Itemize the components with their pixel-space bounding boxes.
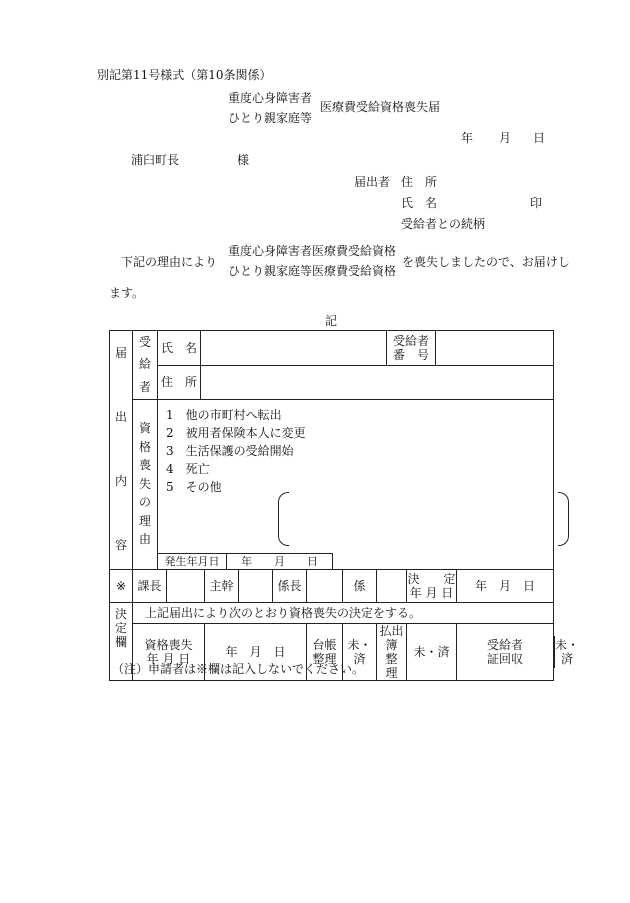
applicant-label: 届出者: [354, 175, 391, 189]
title-option-single-parent: ひとり親家庭等: [228, 111, 313, 125]
body-option-disabled: 重度心身障害者医療費受給資格: [228, 244, 397, 258]
card-label: [457, 624, 554, 681]
card-status[interactable]: 未・済: [555, 638, 580, 666]
ledger-label-line1: 台帳: [312, 638, 337, 652]
address-label: 住 所: [158, 365, 201, 400]
shukan-label: 主幹: [205, 570, 239, 603]
decision-statement: 上記届出により次のとおり資格喪失の決定をする。: [133, 603, 554, 624]
card-label-line2: 証回収: [486, 652, 523, 666]
name-label: 氏 名: [158, 331, 201, 366]
recipient-number-label-line2: 番 号: [392, 347, 429, 362]
recipient-number-field[interactable]: [436, 331, 554, 366]
kakari-stamp-field[interactable]: [377, 570, 407, 603]
ledger-label-line2: 整理: [312, 652, 337, 666]
title-option-disabled: 重度心身障害者: [228, 91, 313, 105]
report-table: [109, 330, 554, 570]
loss-date-label-line1: 資格喪失: [144, 638, 193, 652]
kakaricho-label: 係長: [273, 570, 307, 603]
body-tail: を喪失しましたので、お届けし: [402, 255, 570, 269]
body-lead: 下記の理由により: [121, 255, 218, 269]
form-number: 別記第11号様式（第10条関係）: [97, 68, 272, 82]
recipient-side-label: 受 給 者: [133, 331, 158, 400]
reason-2[interactable]: 2 被用者保険本人に変更: [166, 426, 306, 440]
loss-date-field[interactable]: 年 月 日: [205, 624, 307, 681]
payment-label: [377, 624, 410, 681]
address-field[interactable]: [201, 365, 554, 400]
occur-date-label: 発生年月日: [158, 553, 227, 569]
addressee: 浦臼町長: [131, 153, 180, 167]
reason-3[interactable]: 3 生活保護の受給開始: [166, 444, 294, 458]
reason-area: [158, 400, 554, 553]
kacho-stamp-field[interactable]: [167, 570, 205, 603]
body-tail-continued: ます。: [109, 286, 145, 300]
payment-status[interactable]: 未・済: [407, 624, 457, 681]
loss-date-label-line2: 年 月 日: [146, 652, 191, 666]
kakaricho-stamp-field[interactable]: [307, 570, 343, 603]
name-field[interactable]: [201, 331, 387, 366]
date-month-label: 月: [499, 131, 512, 145]
recipient-number-label-line1: 受給者: [392, 333, 429, 348]
kakari-label: 係: [343, 570, 377, 603]
payment-label-line2: 整 理: [385, 652, 410, 680]
recipient-number-label: [387, 331, 436, 366]
ledger-status[interactable]: 未・済: [343, 624, 377, 681]
reason-1[interactable]: 1 他の市町村へ転出: [166, 408, 282, 422]
reason-4[interactable]: 4 死亡: [166, 462, 210, 476]
other-reason-bracket-left: [278, 492, 289, 546]
card-label-line1: 受給者: [486, 638, 523, 652]
applicant-relation-label: 受給者との続柄: [401, 217, 486, 231]
kacho-label: 課長: [133, 570, 167, 603]
seal-mark: 印: [530, 196, 543, 210]
ki-heading: 記: [325, 314, 338, 328]
decision-mark: ※: [110, 570, 133, 603]
footnote: （注）申請者は※欄は記入しないでください。: [112, 662, 365, 676]
date-year-label: 年: [461, 131, 474, 145]
applicant-name-label: 氏 名: [401, 196, 438, 210]
decision-date-label-line2: 年 月 日: [409, 586, 454, 600]
body-option-single-parent: ひとり親家庭等医療費受給資格: [228, 264, 397, 278]
payment-label-line1: 払出簿: [379, 624, 404, 652]
date-day-label: 日: [533, 131, 546, 145]
reason-side-label: 資 格 喪 失 の 理 由: [133, 400, 158, 570]
shukan-stamp-field[interactable]: [239, 570, 273, 603]
occur-date-field[interactable]: 年 月 日: [227, 553, 333, 569]
decision-side-label: 決 定 欄: [110, 603, 133, 681]
report-side-label: 届 出 内 容: [110, 331, 133, 570]
other-reason-bracket-right: [558, 492, 569, 546]
form-title: 医療費受給資格喪失届: [320, 100, 441, 114]
reason-5[interactable]: 5 その他: [166, 480, 222, 494]
occur-row: [158, 553, 554, 570]
applicant-address-label: 住 所: [401, 175, 438, 189]
decision-date-field[interactable]: 年 月 日: [457, 570, 554, 603]
decision-date-label: [407, 570, 457, 603]
addressee-honorific: 様: [237, 153, 250, 167]
decision-date-label-line1: 決 定: [407, 572, 456, 586]
